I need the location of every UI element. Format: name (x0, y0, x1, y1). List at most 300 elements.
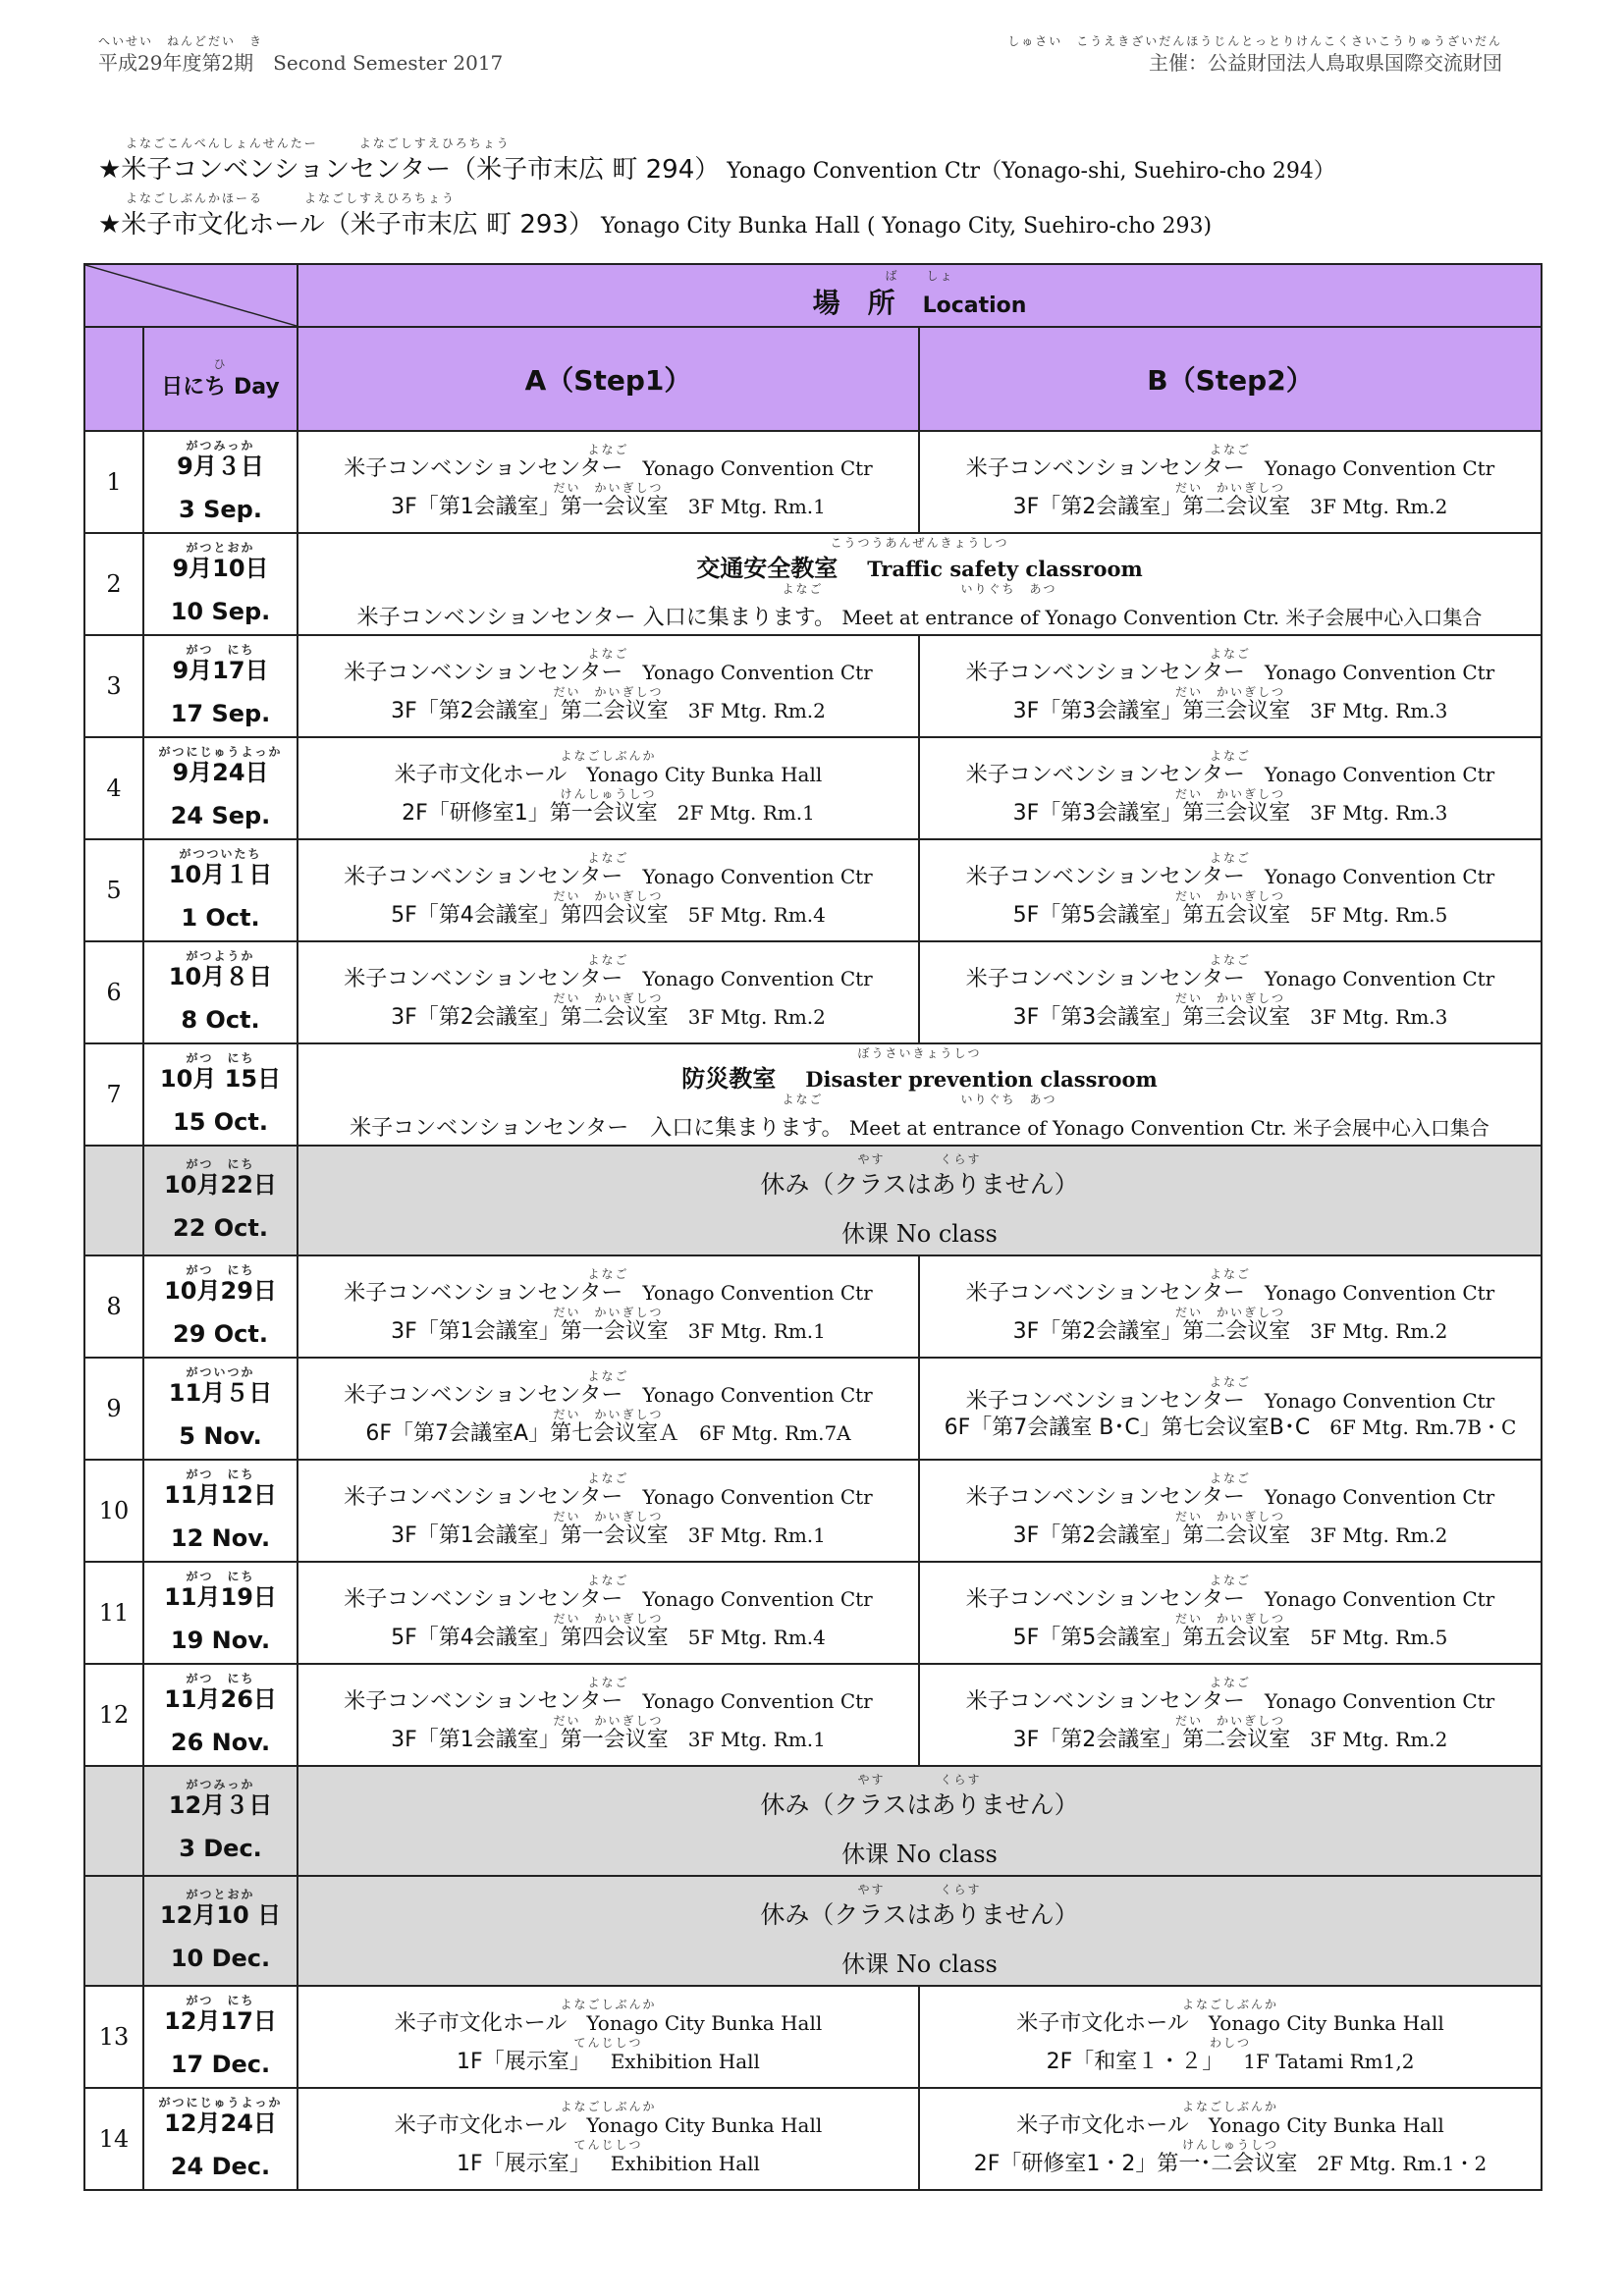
date-ja: 11月26日 (164, 1685, 277, 1713)
organizer-header (1007, 35, 1502, 76)
location-a-cell (298, 1255, 919, 1358)
row-number (84, 1460, 143, 1562)
row-number-text: 8 (106, 1293, 122, 1320)
room-ruby: だい かいぎしつ (553, 991, 664, 1005)
date-en: 15 Oct. (173, 1108, 268, 1136)
semester-label: 平成29年度第2期 Second Semester 2017 (98, 51, 504, 75)
room-name-en: 3F Mtg. Rm.1 (687, 1728, 826, 1751)
venue-1-en: Yonago Convention Ctr（Yonago-shi, Suehiro-cho 294） (727, 159, 1335, 184)
room-name-en: 1F Tatami Rm1,2 (1243, 2050, 1415, 2073)
venue-name: 米子コンベンションセンター (344, 456, 623, 481)
date-ja: 10月29日 (164, 1277, 277, 1305)
venue-ruby: よなご (1209, 1676, 1251, 1689)
venue-name-en: Yonago Convention Ctr (642, 1485, 873, 1509)
location-b-cell (919, 635, 1542, 737)
date-en: 17 Sep. (170, 700, 271, 727)
venue-ruby: よなご (1209, 1471, 1251, 1485)
location-b-cell (919, 1986, 1542, 2088)
room-name: 5F「第4会議室」第四会议室 (391, 1626, 669, 1650)
schedule-table (83, 263, 1543, 2191)
room-name-en: 3F Mtg. Rm.2 (687, 699, 826, 722)
row-number (84, 1986, 143, 2088)
date-ruby: がつ にち (186, 1051, 255, 1065)
date-ruby: がつ にち (186, 643, 255, 657)
venue-name: 米子市文化ホール (394, 763, 568, 787)
venue-name: 米子コンベンションセンター (344, 1383, 623, 1408)
location-b-cell (919, 1460, 1542, 1562)
row-number (84, 1562, 143, 1664)
col-b-header: B（Step2） (919, 327, 1542, 431)
no-class-ja: 休み（クラスはありません） (760, 1169, 1079, 1199)
room-ruby: だい かいぎしつ (1174, 1612, 1285, 1626)
venue-1-ruby: よなごこんべんしょんせんたー よなごしすえひろちょう (126, 136, 511, 150)
room-name: 3F「第1会議室」第一会议室 (391, 1728, 669, 1752)
no-class-ruby: やす くらす (857, 1772, 982, 1787)
venue-2-ruby: よなごしぶんかほーる よなごしすえひろちょう (126, 191, 457, 205)
venue-name: 米子コンベンションセンター (965, 865, 1245, 889)
room-name: 5F「第4会議室」第四会议室 (391, 903, 669, 928)
date-en: 22 Oct. (173, 1214, 268, 1242)
venue-name-en: Yonago Convention Ctr (642, 865, 873, 888)
room-name: 3F「第3会議室」第三会议室 (1012, 801, 1291, 826)
row-number-text: 2 (106, 570, 122, 598)
room-name-en: 3F Mtg. Rm.3 (1310, 1005, 1448, 1029)
venue-name-en: Yonago Convention Ctr (1264, 1281, 1495, 1305)
row-number (84, 1664, 143, 1766)
room-name-en: 5F Mtg. Rm.5 (1310, 1626, 1448, 1649)
table-row (84, 1255, 1542, 1358)
date-en: 29 Oct. (173, 1320, 268, 1348)
room-name: 3F「第1会議室」第一会议室 (391, 495, 669, 519)
date-cell (143, 839, 298, 941)
location-a-cell (298, 431, 919, 533)
table-row (84, 1766, 1542, 1876)
venue-name: 米子コンベンションセンター (965, 1689, 1245, 1714)
room-name: 5F「第5会議室」第五会议室 (1012, 1626, 1291, 1650)
date-cell (143, 941, 298, 1043)
row-number-text: 14 (98, 2125, 130, 2153)
day-header (143, 327, 298, 431)
date-ruby: がつにじゅうよっか (158, 745, 283, 759)
venue-1-ja: ★米子コンベンションセンター（米子市末広 町 294） (98, 155, 721, 185)
schedule-table-wrap (83, 263, 1541, 2191)
table-row (84, 1043, 1542, 1146)
venue-name-en: Yonago Convention Ctr (642, 1689, 873, 1713)
organizer-label: 主催：公益財団法人鳥取県国際交流財団 (1149, 51, 1502, 75)
venue-name-en: Yonago Convention Ctr (1264, 967, 1495, 990)
venue-ruby: よなご (587, 1369, 629, 1383)
room-ruby: けんしゅうしつ (560, 787, 657, 801)
date-ruby: がつ にち (186, 1672, 255, 1685)
date-ja: 12月10 日 (159, 1901, 282, 1929)
location-a-cell (298, 1358, 919, 1460)
venue-ruby: よなごしぶんか (1181, 1998, 1278, 2011)
venue-ruby: よなご (587, 851, 629, 865)
venue-ruby: よなご (1209, 1574, 1251, 1587)
venue-ruby: よなごしぶんか (1181, 2100, 1278, 2113)
venue-2-ja: ★米子市文化ホール（米子市末広 町 293） (98, 210, 594, 240)
venue-2-en: Yonago City Bunka Hall ( Yonago City, Suehiro-cho 293) (600, 214, 1213, 239)
room-name-en: 5F Mtg. Rm.4 (687, 1626, 826, 1649)
date-ruby: がつとおか (186, 541, 255, 555)
room-name-en: 3F Mtg. Rm.1 (687, 1523, 826, 1547)
date-ja: 10月１日 (168, 861, 273, 888)
venue-name: 米子コンベンションセンター (965, 1281, 1245, 1306)
date-ja: 9月17日 (172, 657, 269, 684)
schedule-body (84, 431, 1542, 2190)
room-ruby: だい かいぎしつ (553, 1612, 664, 1626)
date-cell (143, 1043, 298, 1146)
table-row (84, 737, 1542, 839)
venue-name-en: Yonago Convention Ctr (1264, 1485, 1495, 1509)
date-ruby: がつ にち (186, 1468, 255, 1481)
row-number-text: 11 (98, 1599, 130, 1627)
room-ruby: わしつ (1209, 2036, 1251, 2050)
location-a-cell (298, 941, 919, 1043)
event-title-en: Traffic safety classroom (867, 557, 1143, 581)
location-a-cell (298, 839, 919, 941)
location-b-cell (919, 737, 1542, 839)
table-row (84, 941, 1542, 1043)
venue-name-en: Yonago Convention Ctr (1264, 1587, 1495, 1611)
date-ja: 9月24日 (172, 759, 269, 786)
venue-name-en: Yonago City Bunka Hall (586, 2011, 823, 2035)
room-name-en: 6F Mtg. Rm.7A (699, 1421, 851, 1445)
date-ja: 11月19日 (164, 1583, 277, 1611)
room-name-en: 3F Mtg. Rm.2 (1310, 495, 1448, 518)
venue-ruby: よなご (1209, 953, 1251, 967)
venue-name: 米子コンベンションセンター (344, 1587, 623, 1612)
location-b-cell (919, 431, 1542, 533)
date-cell (143, 1664, 298, 1766)
room-name: 1F「展示室」 (457, 2050, 591, 2074)
row-number-text: 4 (106, 774, 122, 802)
venue-ruby: よなご (587, 443, 629, 456)
room-name-en: 2F Mtg. Rm.1 (677, 801, 815, 825)
venue-ruby: よなご (587, 1676, 629, 1689)
location-b-cell (919, 2088, 1542, 2190)
venue-name-en: Yonago Convention Ctr (1264, 661, 1495, 684)
date-ruby: がついつか (186, 1365, 255, 1379)
day-header-label: 日にち Day (161, 374, 280, 400)
venue-name-en: Yonago Convention Ctr (1264, 1689, 1495, 1713)
date-en: 12 Nov. (170, 1524, 271, 1552)
event-ruby: ぼうさいきょうしつ (857, 1046, 982, 1060)
row-number (84, 1358, 143, 1460)
room-ruby: だい かいぎしつ (553, 481, 664, 495)
date-ruby: がつにじゅうよっか (158, 2096, 283, 2109)
date-ja: 12月17日 (164, 2007, 277, 2035)
room-name: 1F「展示室」 (457, 2152, 591, 2176)
date-ja: 12月３日 (168, 1791, 273, 1819)
date-cell (143, 1562, 298, 1664)
date-en: 5 Nov. (179, 1422, 262, 1450)
date-ja: 11月12日 (164, 1481, 277, 1509)
location-en: Location (922, 294, 1027, 318)
row-number (84, 1043, 143, 1146)
date-en: 24 Dec. (170, 2153, 271, 2180)
date-en: 10 Dec. (170, 1945, 271, 1972)
venue-ruby: よなご (587, 1267, 629, 1281)
room-ruby: けんしゅうしつ (1181, 2138, 1278, 2152)
venue-name: 米子コンベンションセンター (344, 1485, 623, 1510)
room-ruby: だい かいぎしつ (1174, 889, 1285, 903)
date-cell (143, 737, 298, 839)
venue-name: 米子コンベンションセンター (965, 1485, 1245, 1510)
date-en: 1 Oct. (181, 904, 260, 932)
col-a-header: A（Step1） (298, 327, 919, 431)
room-ruby: だい かいぎしつ (553, 1714, 664, 1728)
room-name: 2F「研修室1」第一会议室 (402, 801, 658, 826)
event-note-ruby: よなご いりぐち あつ (782, 582, 1057, 596)
venue-ruby: よなご (587, 953, 629, 967)
room-ruby: だい かいぎしつ (553, 1408, 664, 1421)
date-en: 3 Sep. (179, 496, 262, 523)
date-ruby: がつようか (186, 949, 255, 963)
table-row (84, 533, 1542, 635)
event-note-en: Meet at entrance of Yonago Convention Ctr. 米子会展中心入口集合 (848, 1116, 1489, 1140)
room-name-en: 5F Mtg. Rm.5 (1310, 903, 1448, 927)
date-ruby: がつ にち (186, 1994, 255, 2007)
date-en: 26 Nov. (170, 1729, 271, 1756)
table-row (84, 1876, 1542, 1986)
location-ja: 場 所 (812, 287, 895, 319)
venue-name-en: Yonago City Bunka Hall (1208, 2113, 1444, 2137)
room-name: 3F「第1会議室」第一会议室 (391, 1523, 669, 1548)
date-ruby: がつみっか (186, 1778, 255, 1791)
date-ja: 9月10日 (172, 555, 269, 582)
venue-ruby: よなご (587, 1471, 629, 1485)
venue-ruby: よなごしぶんか (560, 749, 657, 763)
room-ruby: だい かいぎしつ (553, 685, 664, 699)
date-en: 3 Dec. (179, 1835, 262, 1862)
row-number (84, 839, 143, 941)
room-name: 3F「第2会議室」第二会议室 (1012, 1728, 1291, 1752)
row-number-text: 12 (98, 1701, 130, 1729)
venue-name: 米子市文化ホール (1016, 2011, 1189, 2036)
table-row (84, 1358, 1542, 1460)
room-name-en: 6F Mtg. Rm.7B・C (1329, 1415, 1517, 1439)
date-ruby: がつついたち (179, 847, 262, 861)
venue-ruby: よなご (587, 647, 629, 661)
venue-name: 米子市文化ホール (1016, 2113, 1189, 2138)
venue-name-en: Yonago Convention Ctr (642, 1383, 873, 1407)
event-ruby: こうつうあんぜんきょうしつ (830, 536, 1009, 550)
date-cell (143, 1766, 298, 1876)
venue-name: 米子コンベンションセンター (344, 661, 623, 685)
venue-ruby: よなご (1209, 443, 1251, 456)
room-ruby: だい かいぎしつ (553, 1510, 664, 1523)
row-number-text: 7 (106, 1081, 122, 1108)
event-cell (298, 1043, 1542, 1146)
room-name: 3F「第2会議室」第二会议室 (1012, 1523, 1291, 1548)
room-name: 3F「第2会議室」第二会议室 (391, 699, 669, 723)
no-class-ja: 休み（クラスはありません） (760, 1789, 1079, 1819)
date-ja: 10月22日 (164, 1171, 277, 1199)
date-cell (143, 635, 298, 737)
room-name-en: 3F Mtg. Rm.3 (1310, 801, 1448, 825)
room-name: 3F「第2会議室」第二会议室 (391, 1005, 669, 1030)
venue-name-en: Yonago Convention Ctr (642, 1587, 873, 1611)
no-class-en: 休课 No class (841, 1949, 998, 1978)
room-name: 5F「第5会議室」第五会议室 (1012, 903, 1291, 928)
room-name-en: 2F Mtg. Rm.1・2 (1317, 2152, 1488, 2175)
no-class-cell (298, 1766, 1542, 1876)
row-number (84, 533, 143, 635)
date-ruby: がつみっか (186, 439, 255, 453)
date-cell (143, 1460, 298, 1562)
date-en: 19 Nov. (170, 1627, 271, 1654)
venue-line-1 (98, 137, 1335, 186)
no-class-ja: 休み（クラスはありません） (760, 1899, 1079, 1929)
row-number-text: 10 (98, 1497, 130, 1524)
table-row (84, 1460, 1542, 1562)
date-ruby: がつ にち (186, 1157, 255, 1171)
room-ruby: だい かいぎしつ (1174, 1714, 1285, 1728)
venue-name: 米子市文化ホール (394, 2011, 568, 2036)
location-b-cell (919, 1255, 1542, 1358)
room-ruby: てんじしつ (573, 2036, 643, 2050)
venue-ruby: よなごしぶんか (560, 2100, 657, 2113)
date-cell (143, 1876, 298, 1986)
table-row (84, 839, 1542, 941)
date-ja: 11月５日 (168, 1379, 273, 1407)
table-row (84, 1562, 1542, 1664)
room-ruby: だい かいぎしつ (1174, 1510, 1285, 1523)
location-a-cell (298, 1562, 919, 1664)
room-ruby: だい かいぎしつ (553, 889, 664, 903)
date-ja: 12月24日 (164, 2109, 277, 2137)
table-row (84, 1986, 1542, 2088)
venue-name-en: Yonago Convention Ctr (1264, 865, 1495, 888)
room-name-en: 3F Mtg. Rm.2 (687, 1005, 826, 1029)
venue-name: 米子コンベンションセンター (965, 456, 1245, 481)
location-header (298, 264, 1542, 327)
room-name-en: 5F Mtg. Rm.4 (687, 903, 826, 927)
location-a-cell (298, 737, 919, 839)
location-a-cell (298, 1460, 919, 1562)
date-cell (143, 2088, 298, 2190)
no-class-cell (298, 1876, 1542, 1986)
date-en: 24 Sep. (170, 802, 271, 829)
row-number (84, 635, 143, 737)
row-number-text: 13 (98, 2023, 130, 2051)
location-a-cell (298, 2088, 919, 2190)
room-ruby: だい かいぎしつ (1174, 685, 1285, 699)
organizer-ruby: しゅさい こうえきざいだんほうじんとっとりけんこくさいこうりゅうざいだん (1007, 34, 1502, 48)
venue-name: 米子コンベンションセンター (344, 865, 623, 889)
diagonal-line (85, 265, 297, 326)
event-note-en: Meet at entrance of Yonago Convention Ctr. 米子会展中心入口集合 (841, 606, 1483, 629)
venue-name-en: Yonago Convention Ctr (642, 661, 873, 684)
date-ruby: がつとおか (186, 1888, 255, 1901)
no-class-en: 休课 No class (841, 1219, 998, 1248)
date-ja: 10月 15日 (159, 1065, 282, 1093)
no-class-ruby: やす くらす (857, 1151, 982, 1166)
date-cell (143, 1146, 298, 1255)
no-class-cell (298, 1146, 1542, 1255)
venue-name-en: Yonago Convention Ctr (1264, 456, 1495, 480)
venue-name-en: Yonago City Bunka Hall (586, 2113, 823, 2137)
venue-name: 米子市文化ホール (394, 2113, 568, 2138)
location-b-cell (919, 1664, 1542, 1766)
room-name: 2F「研修室1・2」第一･二会议室 (973, 2152, 1298, 2176)
date-ruby: がつ にち (186, 1263, 255, 1277)
room-name: 3F「第2会議室」第二会议室 (1012, 1319, 1291, 1344)
room-name-en: 3F Mtg. Rm.2 (1310, 1728, 1448, 1751)
row-number-text: 6 (106, 979, 122, 1006)
location-b-cell (919, 941, 1542, 1043)
venue-name: 米子コンベンションセンター (965, 967, 1245, 991)
venue-line-2 (98, 192, 1212, 240)
room-name-en: Exhibition Hall (610, 2152, 760, 2175)
room-ruby: だい かいぎしつ (1174, 991, 1285, 1005)
room-ruby: だい かいぎしつ (1174, 481, 1285, 495)
table-row (84, 1664, 1542, 1766)
room-name-en: 3F Mtg. Rm.1 (687, 1319, 826, 1343)
venue-ruby: よなご (1209, 749, 1251, 763)
no-class-ruby: やす くらす (857, 1882, 982, 1896)
date-cell (143, 1986, 298, 2088)
row-number-text: 5 (106, 877, 122, 904)
venue-ruby: よなご (1209, 647, 1251, 661)
date-cell (143, 431, 298, 533)
date-en: 8 Oct. (181, 1006, 260, 1034)
room-ruby: だい かいぎしつ (1174, 787, 1285, 801)
room-name-en: 3F Mtg. Rm.2 (1310, 1319, 1448, 1343)
table-row (84, 2088, 1542, 2190)
num-header (84, 327, 143, 431)
room-name: 6F「第7会議室 B･C」第七会议室B･C (944, 1415, 1311, 1440)
location-ruby: ば しょ (885, 269, 954, 283)
semester-ruby: へいせい ねんどだい き (98, 34, 264, 48)
no-class-en: 休课 No class (841, 1840, 998, 1868)
venue-name-en: Yonago Convention Ctr (642, 1281, 873, 1305)
table-row (84, 635, 1542, 737)
room-name-en: 3F Mtg. Rm.3 (1310, 699, 1448, 722)
event-note-ruby: よなご いりぐち あつ (782, 1093, 1057, 1106)
room-ruby: てんじしつ (573, 2138, 643, 2152)
row-number (84, 1876, 143, 1986)
location-a-cell (298, 635, 919, 737)
date-cell (143, 1255, 298, 1358)
event-title-en: Disaster prevention classroom (805, 1067, 1158, 1092)
room-name: 3F「第1会議室」第一会议室 (391, 1319, 669, 1344)
date-en: 17 Dec. (170, 2051, 271, 2078)
row-number-text: 3 (106, 672, 122, 700)
location-a-cell (298, 1664, 919, 1766)
venue-name: 米子コンベンションセンター (965, 661, 1245, 685)
room-name: 3F「第3会議室」第三会议室 (1012, 699, 1291, 723)
row-number-text: 1 (106, 468, 122, 496)
event-title: 防災教室 (681, 1065, 777, 1093)
event-cell (298, 533, 1542, 635)
venue-name: 米子コンベンションセンター (344, 967, 623, 991)
row-number (84, 2088, 143, 2190)
location-b-cell (919, 1358, 1542, 1460)
venue-name-en: Yonago Convention Ctr (642, 967, 873, 990)
day-header-ruby: ひ (213, 356, 228, 371)
event-note: 米子コンベンションセンター 入口に集まります。 (356, 606, 836, 630)
row-number (84, 1766, 143, 1876)
row-number (84, 737, 143, 839)
row-number (84, 1146, 143, 1255)
venue-name-en: Yonago Convention Ctr (1264, 763, 1495, 786)
venue-ruby: よなご (1209, 851, 1251, 865)
table-row (84, 1146, 1542, 1255)
room-name: 2F「和室１・２」 (1046, 2050, 1224, 2074)
location-a-cell (298, 1986, 919, 2088)
